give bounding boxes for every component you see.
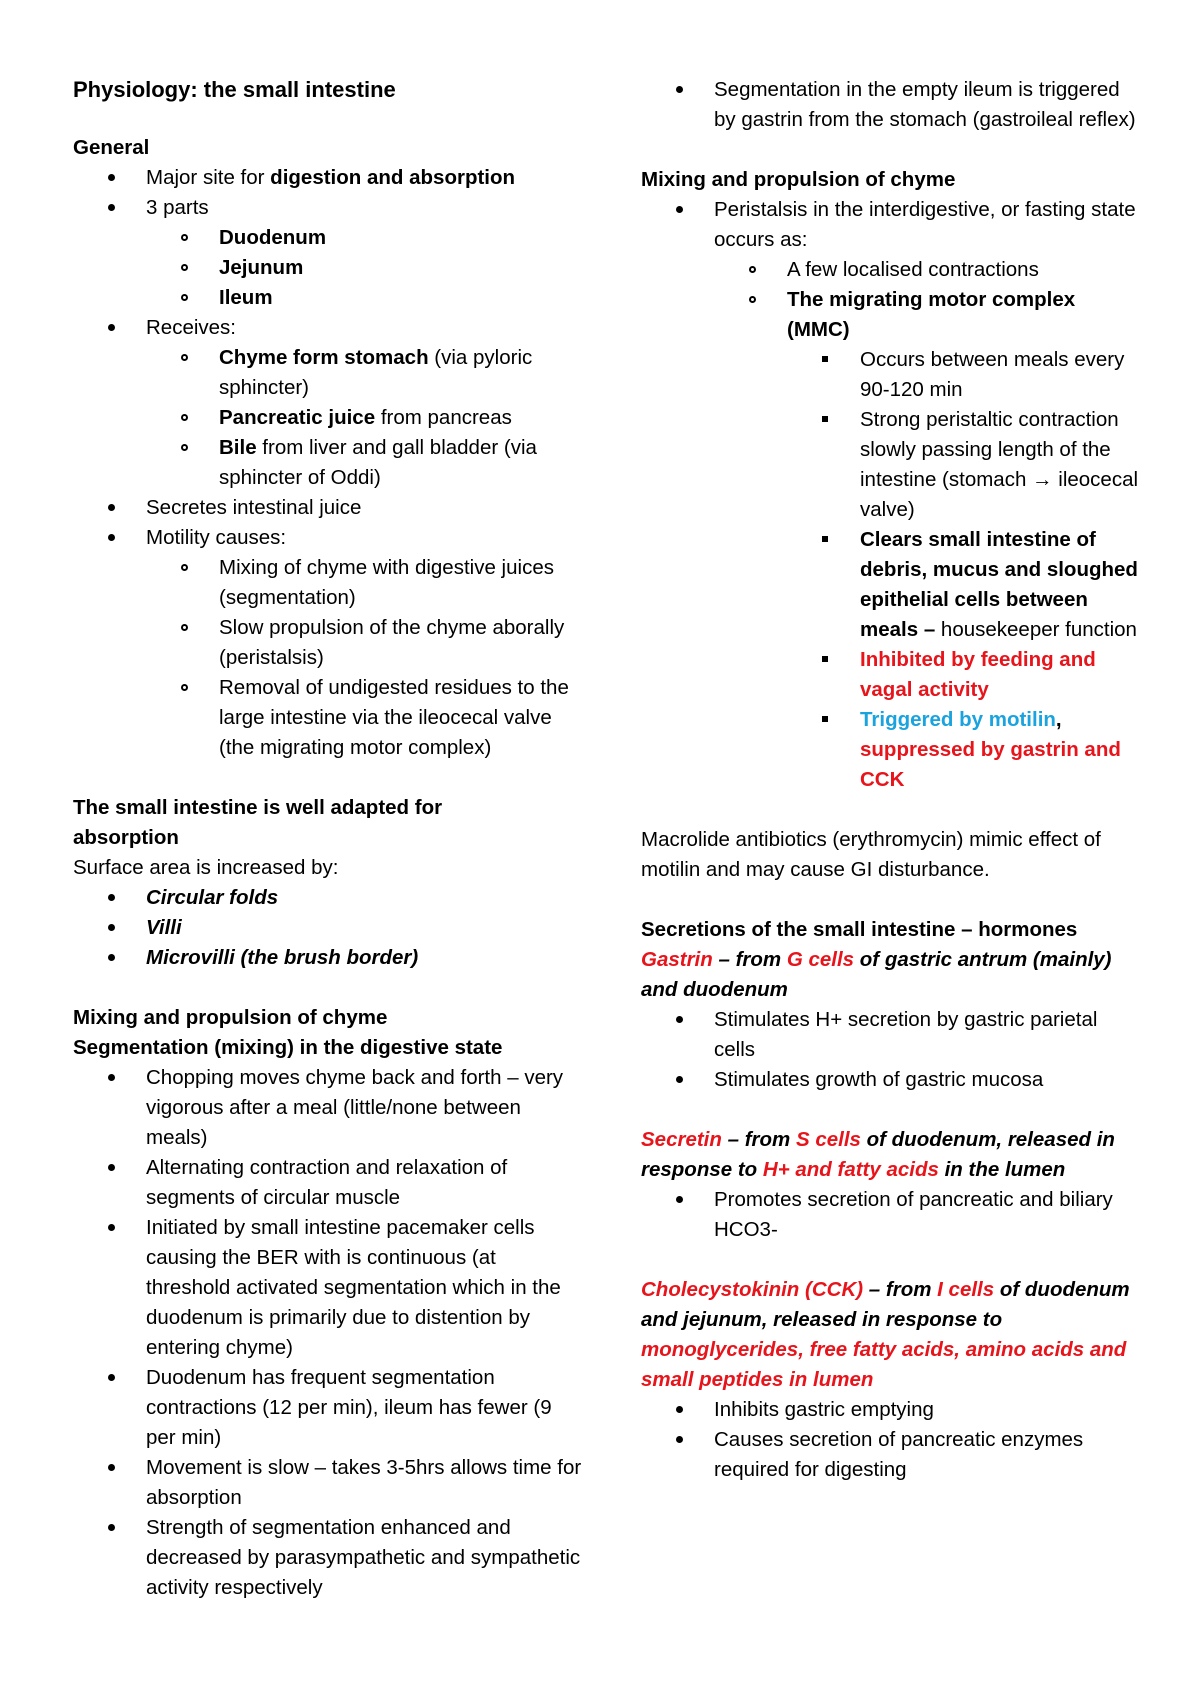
list-item: Slow propulsion of the chyme aborally (peristalsis) <box>73 613 583 673</box>
page-title: Physiology: the small intestine <box>73 77 396 102</box>
general-heading: General <box>73 136 150 159</box>
circle-bullet-icon <box>172 253 196 283</box>
square-bullet-icon <box>813 645 837 675</box>
list-item: Secretes intestinal juice <box>73 493 583 523</box>
secretions-heading: Secretions of the small intestine – hormones <box>641 918 1078 941</box>
list-item: Pancreatic juice from pancreas <box>73 403 583 433</box>
list-item: Duodenum <box>73 223 583 253</box>
circle-bullet-icon <box>172 343 196 373</box>
list-item: Microvilli (the brush border) <box>73 943 583 973</box>
list-item: Stimulates H+ secretion by gastric parietal cells <box>641 1005 1141 1065</box>
mixing-heading-2: Mixing and propulsion of chyme <box>641 168 956 191</box>
list-item: Peristalsis in the interdigestive, or fasting state occurs as: A few localised contractions The migrating motor complex (MMC) Occurs between meals every 90-120 min Strong peristaltic contraction slowly passing length of the intestine (stomach → ileocecal valve) Clears small intestine of debris, mucus and sloughed epithelial cells between meals – housekeeper function Inhibited by feeding and vagal activity Triggered by motilin, suppressed by gastrin and CCK <box>641 195 1141 795</box>
cck-list <box>641 1395 1141 1485</box>
list-item: Triggered by motilin, suppressed by gastrin and CCK <box>641 705 1141 795</box>
gastrin-heading: Gastrin – from G cells of gastric antrum (mainly) and duodenum <box>641 948 1112 1001</box>
square-bullet-icon <box>813 345 837 375</box>
bullet-icon <box>99 313 123 343</box>
bullet-icon <box>667 75 691 105</box>
list-item: Major site for digestion and absorption <box>73 163 583 193</box>
bullet-icon <box>667 1395 691 1425</box>
square-bullet-icon <box>813 405 837 435</box>
general-list <box>73 163 583 763</box>
circle-bullet-icon <box>172 283 196 313</box>
circle-bullet-icon <box>172 433 196 463</box>
absorption-heading: The small intestine is well adapted for absorption <box>73 796 443 849</box>
gastrin-list <box>641 1005 1141 1095</box>
circle-bullet-icon <box>740 255 764 285</box>
bullet-icon <box>99 1363 123 1393</box>
bullet-icon <box>99 1453 123 1483</box>
list-item: Receives: Chyme form stomach (via pyloric sphincter) Pancreatic juice from pancreas Bile from liver and gall bladder (via sphincter of Oddi) <box>73 313 583 493</box>
list-item: Initiated by small intestine pacemaker cells causing the BER with is continuous (at threshold activated segmentation which in the duodenum is primarily due to distention by entering chyme) <box>73 1213 583 1363</box>
bullet-icon <box>667 1065 691 1095</box>
bullet-icon <box>99 1153 123 1183</box>
list-item: Strength of segmentation enhanced and decreased by parasympathetic and sympathetic activity respectively <box>73 1513 583 1603</box>
list-item: Causes secretion of pancreatic enzymes required for digesting <box>641 1425 1141 1485</box>
cck-heading: Cholecystokinin (CCK) – from I cells of duodenum and jejunum, released in response to monoglycerides, free fatty acids, amino acids and small peptides in lumen <box>641 1278 1130 1391</box>
list-item: Clears small intestine of debris, mucus and sloughed epithelial cells between meals – housekeeper function <box>641 525 1141 645</box>
list-item: Inhibited by feeding and vagal activity <box>641 645 1141 705</box>
bullet-icon <box>667 195 691 225</box>
bullet-icon <box>99 163 123 193</box>
circle-bullet-icon <box>740 285 764 315</box>
arrow-icon: → <box>1032 468 1053 491</box>
square-bullet-icon <box>813 525 837 555</box>
list-item: Movement is slow – takes 3-5hrs allows time for absorption <box>73 1453 583 1513</box>
list-item: Promotes secretion of pancreatic and biliary HCO3- <box>641 1185 1141 1245</box>
list-item: Motility causes: Mixing of chyme with digestive juices (segmentation) Slow propulsion of the chyme aborally (peristalsis) Removal of undigested residues to the large intestine via the ileocecal valve (the migrating motor complex) <box>73 523 583 763</box>
list-item: Mixing of chyme with digestive juices (segmentation) <box>73 553 583 613</box>
list-item: Jejunum <box>73 253 583 283</box>
absorption-list <box>73 883 583 973</box>
bullet-icon <box>99 913 123 943</box>
list-item: Inhibits gastric emptying <box>641 1395 1141 1425</box>
bullet-icon <box>667 1425 691 1455</box>
list-item: Chopping moves chyme back and forth – very vigorous after a meal (little/none between meals) <box>73 1063 583 1153</box>
bullet-icon <box>99 493 123 523</box>
circle-bullet-icon <box>172 553 196 583</box>
list-item: A few localised contractions <box>641 255 1141 285</box>
bullet-icon <box>99 1213 123 1243</box>
list-item: Chyme form stomach (via pyloric sphincter) <box>73 343 583 403</box>
list-item: Alternating contraction and relaxation of segments of circular muscle <box>73 1153 583 1213</box>
circle-bullet-icon <box>172 403 196 433</box>
bullet-icon <box>667 1185 691 1215</box>
segmentation-list <box>73 1063 583 1603</box>
list-item: Bile from liver and gall bladder (via sphincter of Oddi) <box>73 433 583 493</box>
list-item: Ileum <box>73 283 583 313</box>
list-item: Stimulates growth of gastric mucosa <box>641 1065 1141 1095</box>
right-column <box>641 75 1141 1485</box>
bullet-icon <box>99 1063 123 1093</box>
list-item: Removal of undigested residues to the large intestine via the ileocecal valve (the migrating motor complex) <box>73 673 583 763</box>
peristalsis-list <box>641 195 1141 795</box>
mixing-heading: Mixing and propulsion of chyme <box>73 1006 388 1029</box>
square-bullet-icon <box>813 705 837 735</box>
list-item: Segmentation in the empty ileum is triggered by gastrin from the stomach (gastroileal reflex) <box>641 75 1141 135</box>
circle-bullet-icon <box>172 223 196 253</box>
list-item: 3 parts Duodenum Jejunum Ileum <box>73 193 583 313</box>
secretin-heading: Secretin – from S cells of duodenum, released in response to H+ and fatty acids in the lumen <box>641 1128 1115 1181</box>
list-item: Duodenum has frequent segmentation contractions (12 per min), ileum has fewer (9 per min) <box>73 1363 583 1453</box>
list-item: Occurs between meals every 90-120 min <box>641 345 1141 405</box>
list-item: Villi <box>73 913 583 943</box>
bullet-icon <box>99 1513 123 1543</box>
circle-bullet-icon <box>172 673 196 703</box>
list-item: The migrating motor complex (MMC) Occurs between meals every 90-120 min Strong peristaltic contraction slowly passing length of the intestine (stomach → ileocecal valve) Clears small intestine of debris, mucus and sloughed epithelial cells between meals – housekeeper function Inhibited by feeding and vagal activity Triggered by motilin, suppressed by gastrin and CCK <box>641 285 1141 795</box>
bullet-icon <box>99 943 123 973</box>
left-column <box>73 75 583 1603</box>
list-item: Strong peristaltic contraction slowly passing length of the intestine (stomach → ileocecal valve) <box>641 405 1141 525</box>
segmentation-list-continued <box>641 75 1141 135</box>
bullet-icon <box>99 523 123 553</box>
segmentation-subheading: Segmentation (mixing) in the digestive state <box>73 1036 503 1059</box>
absorption-intro: Surface area is increased by: <box>73 856 339 879</box>
bullet-icon <box>99 193 123 223</box>
macrolide-note: Macrolide antibiotics (erythromycin) mimic effect of motilin and may cause GI disturbance. <box>641 828 1101 881</box>
circle-bullet-icon <box>172 613 196 643</box>
bullet-icon <box>667 1005 691 1035</box>
bullet-icon <box>99 883 123 913</box>
list-item: Circular folds <box>73 883 583 913</box>
secretin-list <box>641 1185 1141 1245</box>
